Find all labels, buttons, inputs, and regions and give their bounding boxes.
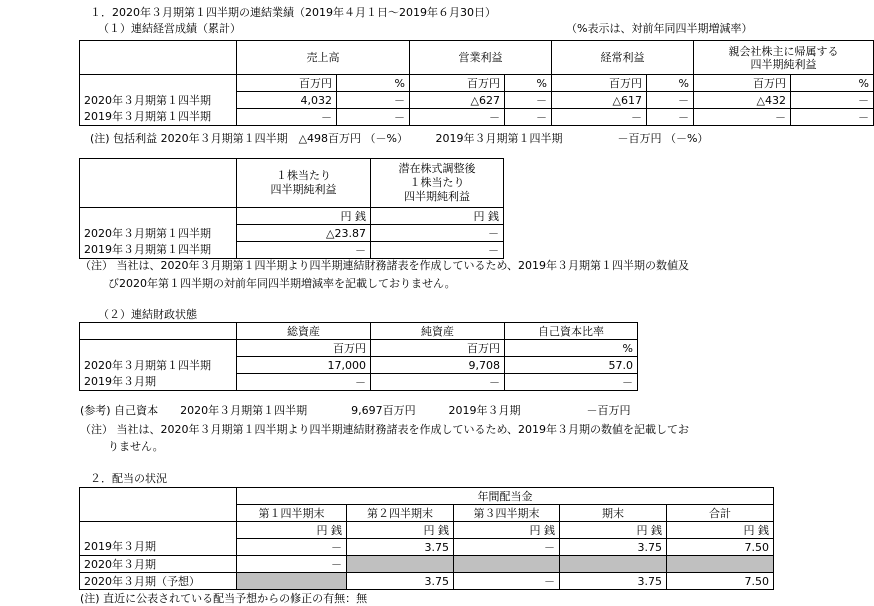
row-label: 2019年３月期	[80, 539, 237, 556]
cell: －	[237, 242, 371, 259]
cell: －	[505, 92, 552, 109]
cell: －	[694, 109, 791, 126]
row-label: 2019年３月期	[80, 374, 237, 391]
corner-cell	[80, 488, 237, 522]
col-header-sales: 売上高	[237, 41, 410, 75]
table-row	[80, 539, 774, 556]
sub1-note-right: （%表示は、対前年同四半期増減率）	[566, 22, 753, 35]
cell: －	[505, 109, 552, 126]
col-header-equity-ratio: 自己資本比率	[505, 323, 638, 340]
row-label: 2020年３月期第１四半期	[80, 357, 237, 374]
unit-row-label	[80, 75, 237, 92]
cell: －	[371, 374, 505, 391]
cell: 9,708	[371, 357, 505, 374]
cell: －	[237, 109, 337, 126]
shaded-cell	[347, 556, 454, 573]
unit: 百万円	[237, 340, 371, 357]
cell: 57.0	[505, 357, 638, 374]
col-header-q1-end: 第１四半期末	[237, 505, 347, 522]
note-dividend-revision: (注) 直近に公表されている配当予想からの修正の有無：無	[80, 592, 368, 605]
cell: 7.50	[667, 539, 774, 556]
note2-line2: び2020年第１四半期の対前年同四半期増減率を記載しておりません。	[108, 277, 456, 290]
table-row	[80, 242, 504, 259]
eps-table	[79, 158, 504, 259]
unit-row-label	[80, 522, 237, 539]
cell: －	[371, 242, 504, 259]
col-header-year-end: 期末	[560, 505, 667, 522]
section1-heading: １．2020年３月期第１四半期の連結業績（2019年４月１日～2019年６月30日）	[90, 6, 496, 19]
col-header-net-profit	[694, 41, 874, 75]
col-header-diluted-eps	[371, 159, 504, 208]
col-header-net-assets: 純資産	[371, 323, 505, 340]
cell: －	[237, 556, 347, 573]
row-label: 2020年３月期第１四半期	[80, 92, 237, 109]
unit-yen-sen: 円 銭	[237, 208, 371, 225]
dividend-table	[79, 487, 774, 590]
unit-yen: 百万円	[410, 75, 505, 92]
unit-pct: %	[647, 75, 694, 92]
shaded-cell	[237, 573, 347, 590]
col-header-q3-end: 第３四半期末	[454, 505, 560, 522]
cell: －	[791, 109, 874, 126]
reference-equity-line: (参考) 自己資本 2020年３月期第１四半期 9,697百万円 2019年３月期 －百万円	[80, 404, 631, 417]
cell: －	[371, 225, 504, 242]
cell: －	[337, 109, 410, 126]
cell: △627	[410, 92, 505, 109]
note3-line2: りません。	[108, 440, 164, 453]
unit-yen-sen: 円 銭	[667, 522, 774, 539]
row-label: 2020年３月期	[80, 556, 237, 573]
sub1-title: （１）連結経営成績（累計）	[98, 22, 241, 35]
unit-pct: %	[505, 75, 552, 92]
operating-results-table	[79, 40, 874, 126]
table-row	[80, 573, 774, 590]
corner-cell	[80, 323, 237, 340]
unit-row-label	[80, 208, 237, 225]
corner-cell	[80, 41, 237, 75]
col-header-q2-end: 第２四半期末	[347, 505, 454, 522]
unit-yen: 百万円	[552, 75, 647, 92]
unit-row-label	[80, 340, 237, 357]
cell: △617	[552, 92, 647, 109]
table-row	[80, 109, 874, 126]
table-row	[80, 374, 638, 391]
cell: －	[410, 109, 505, 126]
unit-yen-sen: 円 銭	[560, 522, 667, 539]
col-header-eps-line2: 四半期純利益	[270, 183, 337, 196]
cell: －	[237, 539, 347, 556]
col-header-ordinary-profit: 経常利益	[552, 41, 694, 75]
note3-line1: （注） 当社は、2020年３月期第１四半期より四半期連結財務諸表を作成しているため、2019年３月期の数値を記載してお	[80, 423, 690, 436]
corner-cell	[80, 159, 237, 208]
table-row	[80, 225, 504, 242]
section2-heading: ２．配当の状況	[90, 472, 167, 485]
cell: －	[505, 374, 638, 391]
col-header-eps	[237, 159, 371, 208]
cell: 4,032	[237, 92, 337, 109]
col-header-net-profit-line2: 四半期純利益	[750, 57, 817, 71]
cell: －	[337, 92, 410, 109]
cell: －	[552, 109, 647, 126]
table-row	[80, 556, 774, 573]
cell: －	[237, 374, 371, 391]
unit: 百万円	[371, 340, 505, 357]
cell: －	[454, 573, 560, 590]
unit-pct: %	[337, 75, 410, 92]
cell: －	[791, 92, 874, 109]
table-row	[80, 357, 638, 374]
row-label: 2020年３月期第１四半期	[80, 225, 237, 242]
note2-line1: （注） 当社は、2020年３月期第１四半期より四半期連結財務諸表を作成しているため、2019年３月期第１四半期の数値及	[80, 259, 690, 272]
unit-yen: 百万円	[694, 75, 791, 92]
unit-yen-sen: 円 銭	[347, 522, 454, 539]
col-header-operating-profit: 営業利益	[410, 41, 552, 75]
unit-yen-sen: 円 銭	[371, 208, 504, 225]
row-label: 2019年３月期第１四半期	[80, 109, 237, 126]
sub2-title: （２）連結財政状態	[98, 308, 197, 321]
note-comprehensive-income: (注) 包括利益 2020年３月期第１四半期 △498百万円 （－%） 2019年３月期第１四半期 －百万円 （－%）	[90, 132, 709, 145]
cell: 3.75	[347, 539, 454, 556]
shaded-cell	[667, 556, 774, 573]
financial-position-table	[79, 322, 638, 391]
row-label: 2019年３月期第１四半期	[80, 242, 237, 259]
col-header-total: 合計	[667, 505, 774, 522]
unit-pct: %	[791, 75, 874, 92]
unit: %	[505, 340, 638, 357]
col-header-eps-line1: １株当たり	[276, 169, 331, 182]
shaded-cell	[454, 556, 560, 573]
col-header-diluted-eps-line1: 潜在株式調整後	[398, 162, 476, 175]
cell: －	[454, 539, 560, 556]
row-label: 2020年３月期（予想）	[80, 573, 237, 590]
cell: 3.75	[560, 539, 667, 556]
cell: －	[647, 109, 694, 126]
shaded-cell	[560, 556, 667, 573]
unit-yen-sen: 円 銭	[237, 522, 347, 539]
col-group-annual-dividend: 年間配当金	[237, 488, 774, 505]
unit-yen: 百万円	[237, 75, 337, 92]
table-row	[80, 92, 874, 109]
unit-yen-sen: 円 銭	[454, 522, 560, 539]
cell: 7.50	[667, 573, 774, 590]
cell: －	[647, 92, 694, 109]
cell: 3.75	[560, 573, 667, 590]
col-header-total-assets: 総資産	[237, 323, 371, 340]
col-header-net-profit-line1: 親会社株主に帰属する	[728, 44, 839, 58]
col-header-diluted-eps-line2: １株当たり	[409, 176, 465, 189]
cell: 3.75	[347, 573, 454, 590]
col-header-diluted-eps-line3: 四半期純利益	[404, 190, 470, 203]
cell: 17,000	[237, 357, 371, 374]
cell: △432	[694, 92, 791, 109]
cell: △23.87	[237, 225, 371, 242]
